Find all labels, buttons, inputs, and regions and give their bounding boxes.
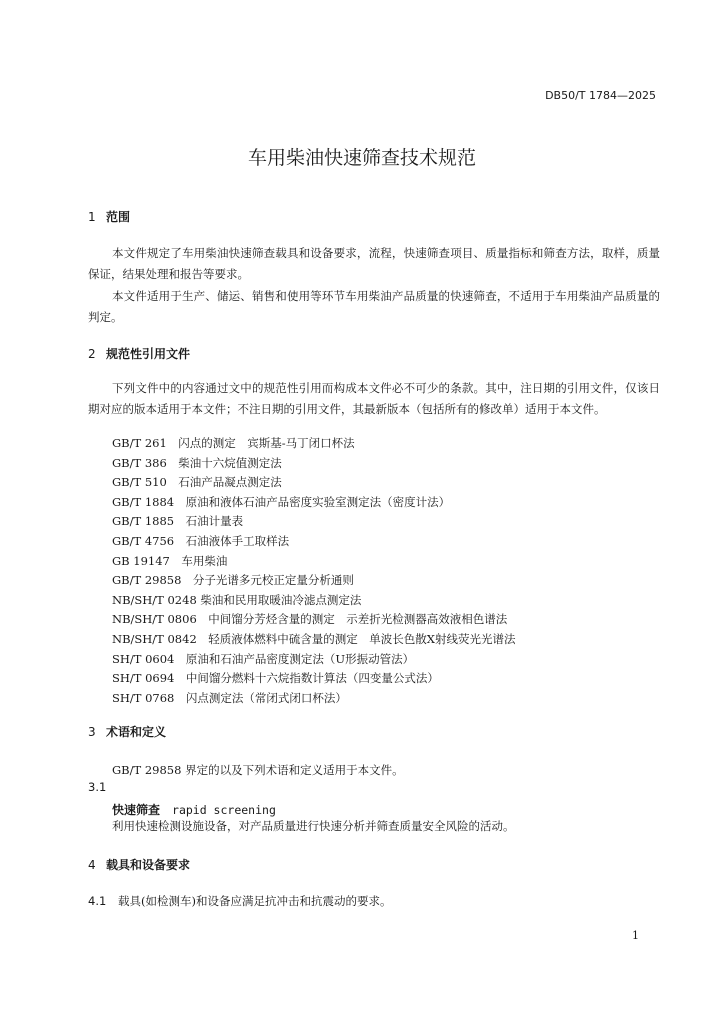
section-4-heading <box>88 856 190 873</box>
reference-item: SH/T 0768 闪点测定法（常闭式闭口杯法） <box>112 690 347 705</box>
reference-item: SH/T 0694 中间馏分燃料十六烷指数计算法（四变量公式法） <box>112 671 439 686</box>
term-entry <box>112 799 276 818</box>
section-1-para-2: 本文件适用于生产、储运、销售和使用等环节车用柴油产品质量的快速筛查，不适用于车用柴油产品质量的判定。 <box>88 289 660 324</box>
section-1-heading <box>88 208 130 225</box>
normative-reference-list <box>112 434 515 708</box>
section-number: 1 <box>88 210 96 224</box>
term-english: rapid screening <box>172 803 276 817</box>
section-3-intro: GB/T 29858 界定的以及下列术语和定义适用于本文件。 <box>112 763 404 777</box>
section-1-para-1: 本文件规定了车用柴油快速筛查载具和设备要求，流程，快速筛查项目、质量指标和筛查方法，取样，质量保证，结果处理和报告等要求。 <box>88 246 660 281</box>
reference-item: GB/T 1885 石油计量表 <box>112 514 244 529</box>
clause-4-1 <box>88 893 391 909</box>
reference-item: NB/SH/T 0842 轻质液体燃料中硫含量的测定 单波长色散X射线荧光光谱法 <box>112 631 516 646</box>
section-2-heading <box>88 345 190 362</box>
section-title: 术语和定义 <box>106 725 167 739</box>
page-number: 1 <box>632 929 639 942</box>
section-number: 2 <box>88 347 96 361</box>
section-title: 载具和设备要求 <box>106 858 191 872</box>
section-2-intro: 下列文件中的内容通过文中的规范性引用而构成本文件必不可少的条款。其中，注日期的引用文件，仅该日期对应的版本适用于本文件；不注日期的引用文件，其最新版本（包括所有的修改单）适用于本文件。 <box>88 381 660 416</box>
standard-number: DB50/T 1784—2025 <box>545 89 656 102</box>
reference-item: NB/SH/T 0248 柴油和民用取暖油冷滤点测定法 <box>112 592 362 607</box>
clause-number: 4.1 <box>88 894 107 908</box>
reference-item: SH/T 0604 原油和石油产品密度测定法（U形振动管法） <box>112 651 415 666</box>
reference-item: GB/T 1884 原油和液体石油产品密度实验室测定法（密度计法） <box>112 494 451 509</box>
reference-item: GB/T 4756 石油液体手工取样法 <box>112 533 290 548</box>
section-number: 4 <box>88 858 96 872</box>
reference-item: GB/T 29858 分子光谱多元校正定量分析通则 <box>112 573 354 588</box>
section-title: 规范性引用文件 <box>106 347 191 361</box>
reference-item: NB/SH/T 0806 中间馏分芳烃含量的测定 示差折光检测器高效液相色谱法 <box>112 612 508 627</box>
document-title: 车用柴油快速筛查技术规范 <box>247 147 476 169</box>
clause-text: 载具(如检测车)和设备应满足抗冲击和抗震动的要求。 <box>118 894 392 908</box>
reference-item: GB/T 510 石油产品凝点测定法 <box>112 475 282 490</box>
reference-item: GB/T 261 闪点的测定 宾斯基-马丁闭口杯法 <box>112 436 355 450</box>
reference-item: GB 19147 车用柴油 <box>112 553 228 568</box>
section-3-heading <box>88 723 166 740</box>
section-title: 范围 <box>106 210 131 224</box>
reference-item: GB/T 386 柴油十六烷值测定法 <box>112 455 282 470</box>
term-definition: 利用快速检测设施设备，对产品质量进行快速分析并筛查质量安全风险的活动。 <box>112 819 515 833</box>
term-number: 3.1 <box>88 780 107 794</box>
section-number: 3 <box>88 725 96 739</box>
term-chinese: 快速筛查 <box>112 803 161 817</box>
